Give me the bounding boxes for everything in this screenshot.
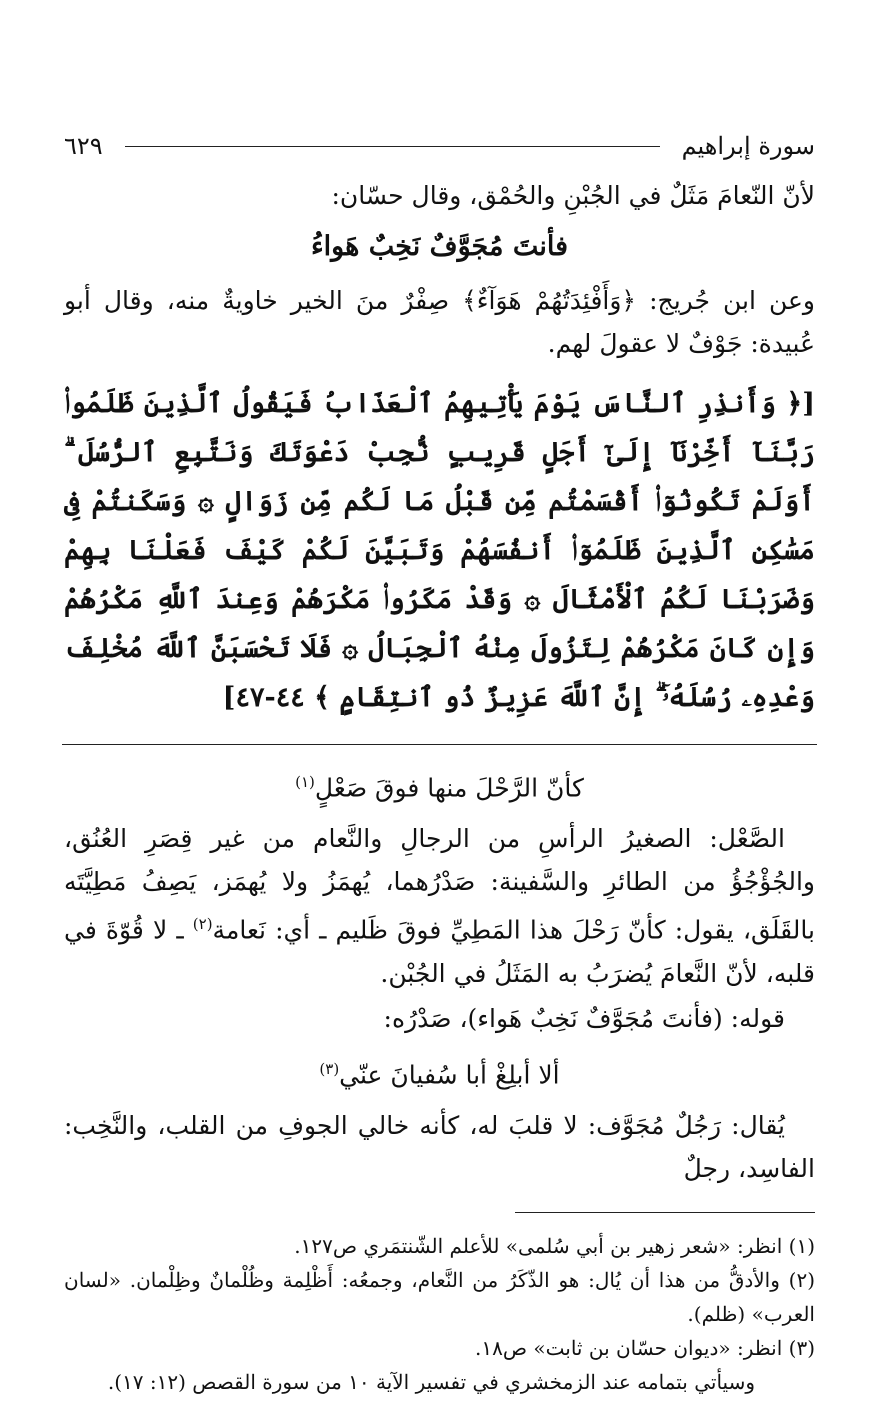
footnote-2: (٢) والأدقُّ من هذا أن يُال: هو الذّكَرُ من النَّعام، وجمعُه: أَظْلِمة وظُلْمانٌ وظِلْمان. «لسان العرب» (ظلم). bbox=[64, 1267, 815, 1326]
verse-2-text: ألا أبلِغْ أبا سُفيانَ عنّي bbox=[339, 1059, 560, 1089]
footnote-ref-1: (١) bbox=[295, 773, 315, 791]
commentary-verse-2 bbox=[64, 1046, 815, 1098]
footnote-3-note: وسيأتي بتمامه عند الزمخشري في تفسير الآية ١٠ من سورة القصص (١٢: ١٧). bbox=[107, 1369, 755, 1394]
commentary-paragraph-1 bbox=[64, 817, 815, 994]
commentary-verse-1 bbox=[64, 759, 815, 811]
running-header bbox=[64, 128, 815, 164]
footnote-rule bbox=[515, 1212, 815, 1213]
footnote-3: (٣) انظر: «ديوان حسّان بن ثابت» ص١٨. bbox=[475, 1335, 815, 1360]
footnote-ref-2: (٢) bbox=[192, 915, 213, 934]
footnote-ref-3: (٣) bbox=[319, 1059, 340, 1078]
commentary-paragraph-3: يُقال: رَجُلٌ مُجَوَّف: لا قلبَ له، كأنه خالي الجوفِ من القلب، والنَّخِب: الفاسِد، رجلٌ bbox=[64, 1110, 815, 1183]
commentary-paragraph-2: قوله: (فأنتَ مُجَوَّفٌ نَخِبٌ هَواء)، صَدْرُه: bbox=[383, 1003, 785, 1033]
commentary-p1-text: الصَّعْل: الصغيرُ الرأسِ من الرجالِ والنَّعام من غير قِصَرِ العُنُق، والجُؤْجُؤُ من الطائرِ والسَّفينة: صَدْرُهما، يُهمَزُ ولا يُهمَز، يَصِفُ مَطِيَّتَه بالقَلَق، يقول: كأنّ رَحْلَ هذا المَطِيِّ فوقَ ظَليم ـ أي: نَعامة bbox=[64, 824, 816, 945]
commentary-p1-end: ـ لا قُوّةَ في قلبه، لأنّ النَّعامَ يُضرَبُ به المَثَلُ في الجُبْن. bbox=[64, 915, 815, 988]
paragraph-ibn-jurayj: وعن ابن جُريج: ﴿وَأَفْئِدَتُهُمْ هَوَآءٌ﴾ صِفْرٌ منَ الخير خاويةٌ منه، وقال أبو عُبيدة: جَوْفٌ لا عقولَ لهم. bbox=[64, 286, 815, 358]
quran-passage: [﴿ وَأَنذِرِ ٱلنَّاسَ يَوْمَ يَأْتِيهِمُ ٱلْعَذَابُ فَيَقُولُ ٱلَّذِينَ ظَلَمُوا۟ رَبَّنَآ أَخِّرْنَآ إِلَىٰٓ أَجَلٍ قَرِيبٍ نُّجِبْ دَعْوَتَكَ وَنَتَّبِعِ ٱلرُّسُلَ ۗ أَوَلَمْ تَكُونُوٓا۟ أَقْسَمْتُم مِّن قَبْلُ مَا لَكُم مِّن زَوَالٍ ۞ وَسَكَنتُمْ فِى مَسَٰكِنِ ٱلَّذِينَ ظَلَمُوٓا۟ أَنفُسَهُمْ وَتَبَيَّنَ لَكُمْ كَيْفَ فَعَلْنَا بِهِمْ وَضَرَبْنَا لَكُمُ ٱلْأَمْثَالَ ۞ وَقَدْ مَكَرُوا۟ مَكْرَهُمْ وَعِندَ ٱللَّهِ مَكْرُهُمْ وَإِن كَانَ مَكْرُهُمْ لِتَزُولَ مِنْهُ ٱلْجِبَالُ ۞ فَلَا تَحْسَبَنَّ ٱللَّهَ مُخْلِفَ وَعْدِهِۦ رُسُلَهُۥٓ ۗ إِنَّ ٱللَّهَ عَزِيزٌ ذُو ٱنتِقَامٍ ﴾ ٤٤-٤٧] bbox=[64, 388, 815, 713]
verse-1-text: كأنّ الرَّحْلَ منها فوقَ صَعْلٍ bbox=[314, 773, 584, 803]
footnotes bbox=[64, 1229, 815, 1399]
commentary bbox=[64, 759, 815, 1190]
section-divider bbox=[62, 744, 817, 745]
page-number: ٦٢٩ bbox=[64, 132, 103, 160]
header-rule bbox=[125, 146, 660, 147]
paragraph-hassan: لأنّ النّعامَ مَثَلٌ في الجُبْنِ والحُمْق، وقال حسّان: bbox=[331, 181, 815, 210]
main-text bbox=[64, 174, 815, 722]
footnote-1: (١) انظر: «شعر زهير بن أبي سُلمى» للأعلم الشّنتمَري ص١٢٧. bbox=[294, 1233, 815, 1258]
poetry-line: فأنتَ مُجَوَّفٌ نَخِبٌ هَواءُ bbox=[310, 231, 569, 262]
surah-title: سورة إبراهيم bbox=[681, 132, 815, 160]
